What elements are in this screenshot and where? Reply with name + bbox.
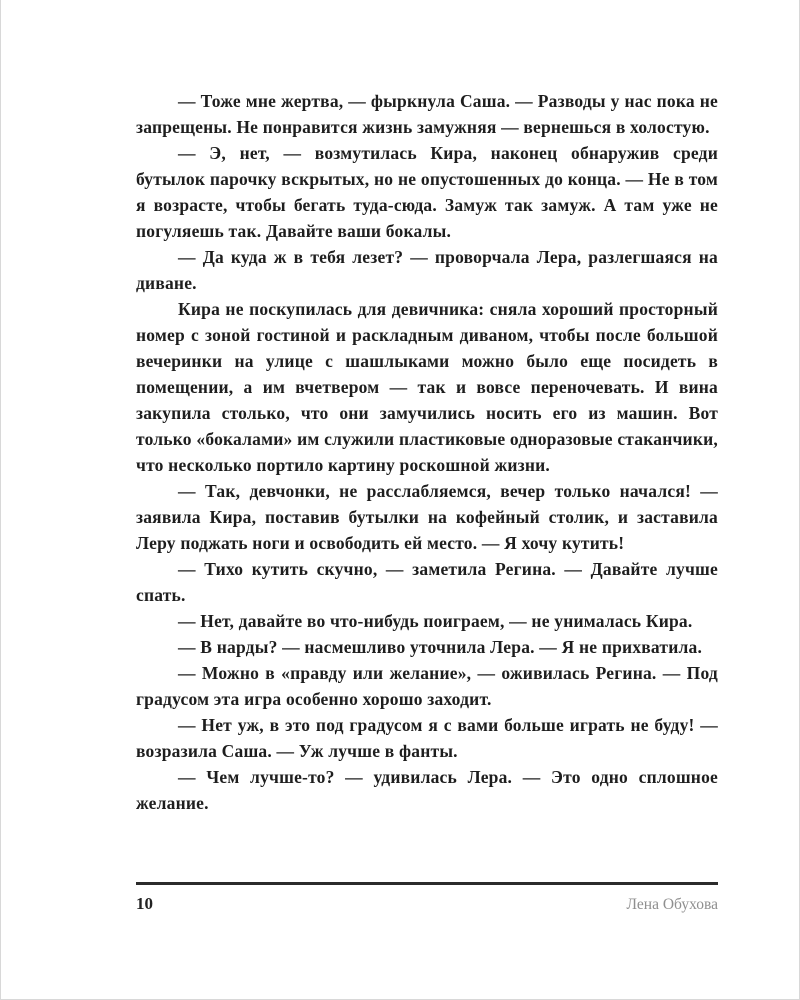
paragraph: — В нарды? — насмешливо уточнила Лера. — Я не прихватила. [178, 637, 703, 657]
footer-rule [136, 882, 718, 885]
paragraph: Кира не поскупилась для девичника: сняла хороший просторный номер с зоной гостиной и раскладным диваном, чтобы после большой вечеринки на улице с шашлыками можно было еще посидеть в помещении, а им вчетвером — так и вовсе переночевать. И вина закупила столько, что они замучились носить его из машин. Вот только «бокалами» им служили пластиковые одноразовые стаканчики, что несколько портило картину роскошной жизни. [136, 299, 718, 475]
paragraph: — Да куда ж в тебя лезет? — проворчала Лера, разлегшаяся на диване. [136, 247, 718, 293]
paragraph: — Можно в «правду или желание», — оживилась Регина. — Под градусом эта игра особенно хорошо заходит. [136, 663, 718, 709]
paragraph: — Тихо кутить скучно, — заметила Регина. — Давайте лучше спать. [136, 559, 718, 605]
author-name: Лена Обухова [626, 896, 718, 913]
paragraph: — Чем лучше-то? — удивилась Лера. — Это одно сплошное желание. [136, 767, 718, 813]
page-number: 10 [136, 894, 153, 913]
paragraph: — Нет уж, в это под градусом я с вами больше играть не буду! — возразила Саша. — Уж лучше в фанты. [136, 715, 718, 761]
footer-row [136, 894, 718, 914]
paragraph: — Э, нет, — возмутилась Кира, наконец обнаружив среди бутылок парочку вскрытых, но не опустошенных до конца. — Не в том я возрасте, чтобы бегать туда-сюда. Замуж так замуж. А там уже не погуляешь так. Давайте ваши бокалы. [136, 143, 718, 241]
page-footer [136, 882, 718, 914]
page-text [136, 88, 718, 816]
paragraph: — Так, девчонки, не расслабляемся, вечер только начался! — заявила Кира, поставив бутылки на кофейный столик, и заставила Леру поджать ноги и освободить ей место. — Я хочу кутить! [136, 481, 718, 553]
paragraph: — Тоже мне жертва, — фыркнула Саша. — Разводы у нас пока не запрещены. Не понравится жизнь замужняя — вернешься в холостую. [136, 91, 718, 137]
paragraph: — Нет, давайте во что-нибудь поиграем, — не унималась Кира. [178, 611, 693, 631]
